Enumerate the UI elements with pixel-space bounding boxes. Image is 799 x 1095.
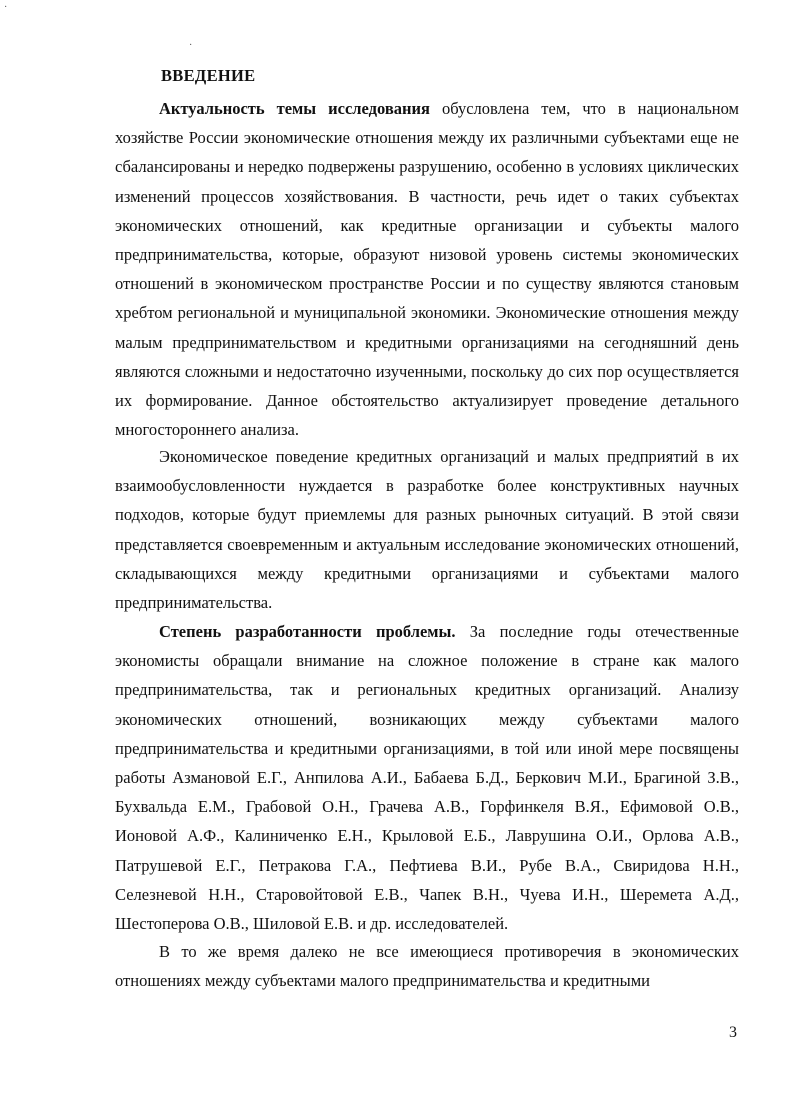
paragraph-contradictions — [115, 937, 739, 995]
paragraph-behavior — [115, 442, 739, 617]
section-heading: ВВЕДЕНИЕ — [161, 66, 256, 85]
paragraph-lead: Актуальность темы исследования — [159, 99, 430, 118]
paragraph-text: Экономическое поведение кредитных организаций и малых предприятий в их взаимообусловленности нуждается в разработке более конструктивных научных подходов, которые будут приемлемы для разных рыночных ситуаций. В этой связи представляется своевременным и актуальным исследование экономических отношений, складывающихся между кредитными организациями и субъектами малого предпринимательства. — [115, 447, 739, 613]
scan-speck: · — [189, 40, 193, 51]
paragraph-text: За последние годы отечественные экономисты обращали внимание на сложное положение в стране как малого предпринимательства, так и региональных кредитных организаций. Анализу экономических отношений, возникающих между субъектами малого предпринимательства и кредитными организациями, в той или иной мере посвящены работы Азмановой Е.Г., Анпилова А.И., Бабаева Б.Д., Беркович М.И., Брагиной З.В., Бухвальда Е.М., Грабовой О.Н., Грачева А.В., Горфинкеля В.Я., Ефимовой О.В., Ионовой А.Ф., Калиниченко Е.Н., Крыловой Е.Б., Лаврушина О.И., Орлова А.В., Патрушевой Е.Г., Петракова Г.А., Пефтиева В.И., Рубе В.А., Свиридова Н.Н., Селезневой Н.Н., Старовойтовой Е.В., Чапек В.Н., Чуева И.Н., Шеремета А.Д., Шестоперова О.В., Шиловой Е.В. и др. исследователей. — [115, 622, 739, 934]
paragraph-research-degree — [115, 617, 739, 938]
paragraph-text: обусловлена тем, что в национальном хозяйстве России экономические отношения между их различными субъектами еще не сбалансированы и нередко подвержены разрушению, особенно в условиях циклических изменений процессов хозяйствования. В частности, речь идет о таких субъектах экономических отношений, как кредитные организации и субъекты малого предпринимательства, которые, образуют низовой уровень системы экономических отношений в экономическом пространстве России и по существу являются становым хребтом региональной и муниципальной экономики. Экономические отношения между малым предпринимательством и кредитными организациями на сегодняшний день являются сложными и недостаточно изученными, поскольку до сих пор осуществляется их формирование. Данное обстоятельство актуализирует проведение детального многостороннего анализа. — [115, 99, 739, 440]
paragraph-lead: Степень разработанности проблемы. — [159, 622, 456, 641]
paragraph-text: В то же время далеко не все имеющиеся противоречия в экономических отношениях между субъектами малого предпринимательства и кредитными — [115, 942, 739, 991]
scan-speck: · — [4, 2, 8, 13]
page-number: 3 — [729, 1024, 737, 1041]
paragraph-relevance — [115, 94, 739, 444]
